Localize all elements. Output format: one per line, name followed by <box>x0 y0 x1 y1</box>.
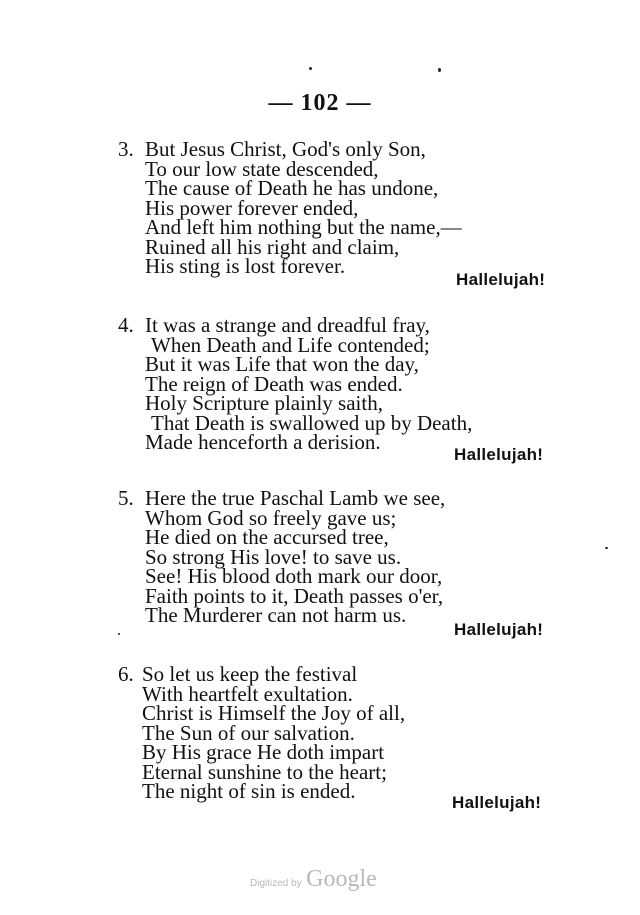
verse-line: So strong His love! to save us. <box>145 544 402 569</box>
verse-number: 3. <box>118 137 134 161</box>
verse-line: The reign of Death was ended. <box>145 371 403 396</box>
verse-number: 4. <box>118 313 134 337</box>
verse-line: So let us keep the festival <box>142 662 358 686</box>
verse-line: With heartfelt exultation. <box>142 681 353 706</box>
verse-line: And left him nothing but the name,— <box>145 215 462 239</box>
watermark-brand: Google <box>306 866 377 892</box>
verse-line: Made henceforth a derision. <box>145 430 381 454</box>
verse-line: Whom God so freely gave us; <box>145 505 397 530</box>
verse-4 <box>118 313 568 466</box>
verse-line: The night of sin is ended. <box>142 779 356 803</box>
refrain: Hallelujah! <box>456 270 546 289</box>
verse-line: Holy Scripture plainly saith, <box>145 391 383 415</box>
verse-3 <box>118 137 568 290</box>
print-speck <box>118 633 120 635</box>
verse-line: When Death and Life contended; <box>151 332 430 357</box>
verse-5 <box>118 486 568 639</box>
verse-line: See! His blood doth mark our door, <box>145 564 443 588</box>
verse-line: The Sun of our salvation. <box>142 720 355 745</box>
page-number: — 102 — <box>268 90 372 116</box>
verse-line: Faith points to it, Death passes o'er, <box>145 583 444 608</box>
refrain: Hallelujah! <box>454 620 544 639</box>
digitized-watermark <box>250 866 377 893</box>
verse-line: By His grace He doth impart <box>142 740 385 764</box>
verse-line: The Murderer can not harm us. <box>145 603 407 627</box>
print-speck <box>309 67 312 70</box>
verse-line: Christ is Himself the Joy of all, <box>142 701 406 725</box>
verse-line: But Jesus Christ, God's only Son, <box>145 137 426 161</box>
refrain: Hallelujah! <box>452 793 542 812</box>
verse-line: But it was Life that won the day, <box>145 352 419 376</box>
verse-line: The cause of Death he has undone, <box>145 176 439 200</box>
verse-line: That Death is swallowed up by Death, <box>151 410 473 435</box>
verse-line: Ruined all his right and claim, <box>145 234 400 259</box>
verse-line: Here the true Paschal Lamb we see, <box>145 486 446 510</box>
print-speck <box>438 68 441 72</box>
verse-6 <box>118 662 568 815</box>
verse-number: 6. <box>118 662 134 686</box>
verse-line: His sting is lost forever. <box>145 254 346 278</box>
refrain: Hallelujah! <box>454 445 544 464</box>
verse-number: 5. <box>118 486 134 510</box>
watermark-prefix: Digitized by <box>250 878 302 889</box>
verse-line: It was a strange and dreadful fray, <box>145 313 430 337</box>
verse-line: Eternal sunshine to the heart; <box>142 759 387 784</box>
verse-line: To our low state descended, <box>145 156 379 181</box>
verse-line: He died on the accursed tree, <box>145 525 389 549</box>
verse-line: His power forever ended, <box>145 195 359 220</box>
print-speck <box>605 547 608 549</box>
